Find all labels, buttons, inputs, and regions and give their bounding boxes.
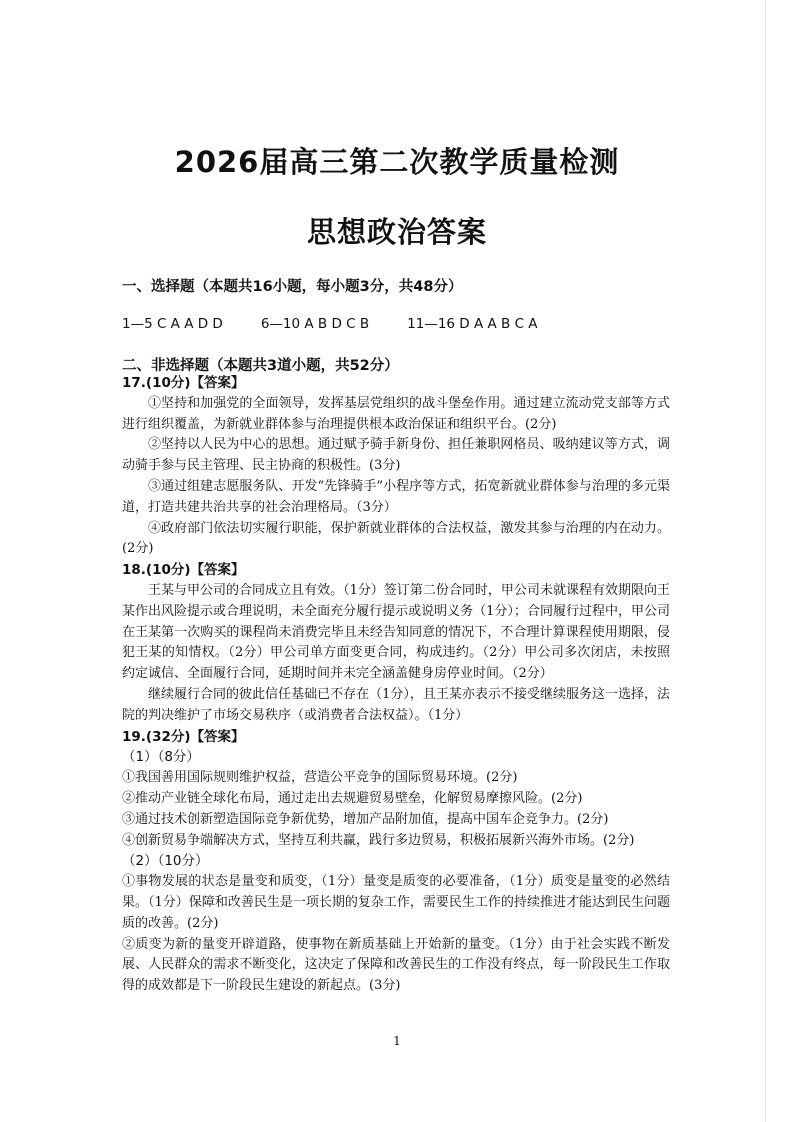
choice-answers [122, 316, 576, 332]
q19-part1-item: ③通过技术创新塑造国际竞争新优势，增加产品附加值，提高中国车企竞争力。(2分) [122, 811, 609, 827]
q19-part1-item: ②推动产业链全球化布局，通过走出去规避贸易壁垒，化解贸易摩擦风险。(2分) [122, 790, 583, 806]
answer-body [122, 373, 670, 997]
q19-part2-item: ①事物发展的状态是量变和质变，（1分）量变是质变的必要准备，（1分）质变是量变的必然结果。（1分）保障和改善民生是一项长期的复杂工作，需要民生工作的持续推进才能达到民生问题质的改善。(2分) [122, 874, 670, 931]
q17-item: ①坚持和加强党的全面领导，发挥基层党组织的战斗堡垒作用。通过建立流动党支部等方式进行组织覆盖，为新就业群体参与治理提供根本政治保证和组织平台。(2分) [122, 395, 670, 432]
page-number: 1 [393, 1034, 401, 1048]
section1-heading: 一、选择题（本题共16小题，每小题3分，共48分） [122, 279, 463, 295]
q18-label: 18.(10分)【答案】 [122, 562, 245, 579]
q19-part2-label: （2）（10分） [122, 853, 209, 870]
page-subtitle: 思想政治答案 [306, 215, 487, 249]
q18-paragraph: 继续履行合同的彼此信任基础已不存在（1分），且王某亦表示不接受继续服务这一选择，法院的判决维护了市场交易秩序（或消费者合法权益）。（1分） [122, 686, 670, 723]
answer-group: 6—10 A B D C B [260, 316, 370, 332]
q17-label: 17.(10分)【答案】 [122, 375, 245, 391]
q19-part1-item: ④创新贸易争端解决方式，坚持互利共赢，践行多边贸易，积极拓展新兴海外市场。(2分) [122, 832, 635, 848]
q18-paragraph: 王某与甲公司的合同成立且有效。（1分）签订第二份合同时，甲公司未就课程有效期限向王某作出风险提示或合理说明，未全面充分履行提示或说明义务（1分）；合同履行过程中，甲公司在王某第一次购买的课程尚未消费完毕且未经告知同意的情况下，不合理计算课程使用期限，侵犯王某的知情权。（2分）甲公司单方面变更合同，构成违约。（2分）甲公司多次闭店，未按照约定诚信、全面履行合同，延期时间并未完全涵盖健身房停业时间。（2分） [122, 582, 670, 682]
q17-item: ④政府部门依法切实履行职能，保护新就业群体的合法权益，激发其参与治理的内在动力。(2分) [122, 520, 670, 557]
q17-item: ③通过组建志愿服务队、开发“先锋骑手”小程序等方式，拓宽新就业群体参与治理的多元渠道，打造共建共治共享的社会治理格局。（3分） [122, 478, 670, 515]
section2-heading: 二、非选择题（本题共3道小题，共52分） [122, 358, 399, 374]
answer-group: 11—16 D A A B C A [407, 316, 538, 332]
answer-group: 1—5 C A A D D [122, 316, 223, 332]
q19-label: 19.(32分)【答案】 [122, 728, 245, 745]
q19-part1-label: （1）（8分） [122, 749, 200, 766]
q19-part2-item: ②质变为新的量变开辟道路，使事物在新质基础上开始新的量变。（1分）由于社会实践不断发展、人民群众的需求不断变化，这决定了保障和改善民生的工作没有终点，每一阶段民生工作取得的成效都是下一阶段民生建设的新起点。(3分) [122, 936, 670, 994]
q17-item: ②坚持以人民为中心的思想。通过赋予骑手新身份、担任兼职网格员、吸纳建议等方式，调动骑手参与民主管理、民主协商的积极性。(3分) [122, 437, 670, 474]
page-title: 2026届高三第二次教学质量检测 [174, 145, 620, 179]
q19-part1-item: ①我国善用国际规则维护权益，营造公平竞争的国际贸易环境。(2分) [122, 770, 518, 786]
